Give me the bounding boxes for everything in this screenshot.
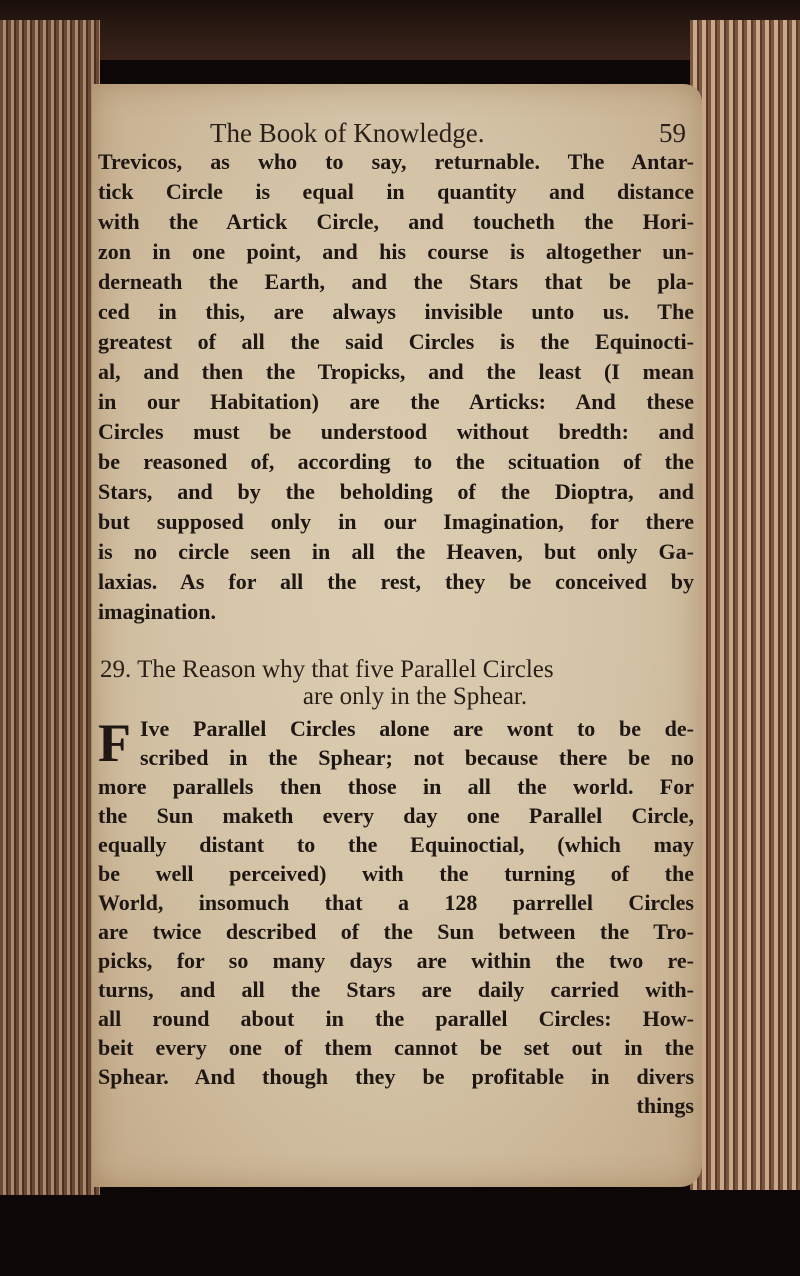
text-line: greatest of all the said Circles is the Equinocti- — [98, 329, 694, 354]
right-page-edges — [690, 20, 800, 1190]
paragraph-2 — [98, 714, 694, 1120]
text-line: zon in one point, and his course is altogether un- — [98, 239, 694, 264]
text-line: Circles must be understood without bredth: and — [98, 419, 694, 444]
text-line: beit every one of them cannot be set out in the — [98, 1035, 694, 1060]
text-line: in our Habitation) are the Articks: And these — [98, 389, 694, 414]
catchword: things — [636, 1093, 694, 1118]
background-top — [0, 0, 800, 60]
left-page-edges — [0, 20, 100, 1195]
text-line: tick Circle is equal in quantity and distance — [98, 179, 694, 204]
section-heading — [96, 656, 694, 710]
text-line: all round about in the parallel Circles: How- — [98, 1006, 694, 1031]
text-line: the Sun maketh every day one Parallel Circle, — [98, 803, 694, 828]
text-line: ced in this, are always invisible unto us. The — [98, 299, 694, 324]
text-line: Sphear. And though they be profitable in divers — [98, 1064, 694, 1089]
section-number: 29. — [100, 656, 132, 683]
text-line: equally distant to the Equinoctial, (which may — [98, 832, 694, 857]
drop-cap: F — [98, 713, 131, 773]
text-line: be reasoned of, according to the scituation of the — [98, 449, 694, 474]
text-line: but supposed only in our Imagination, for there — [98, 509, 694, 534]
text-line: laxias. As for all the rest, they be conceived by — [98, 569, 694, 594]
running-title: The Book of Knowledge. — [210, 118, 485, 148]
book-page — [92, 84, 702, 1187]
text-line: al, and then the Tropicks, and the least (I mean — [98, 359, 694, 384]
text-line: are twice described of the Sun between the Tro- — [98, 919, 694, 944]
paragraph-1 — [98, 147, 694, 627]
text-line: Trevicos, as who to say, returnable. The Antar- — [98, 149, 694, 174]
text-line: picks, for so many days are within the two re- — [98, 948, 694, 973]
page-number: 59 — [659, 118, 686, 148]
text-line: more parallels then those in all the world. For — [98, 774, 694, 799]
text-line: World, insomuch that a 128 parrellel Circles — [98, 890, 694, 915]
text-line: derneath the Earth, and the Stars that be pla- — [98, 269, 694, 294]
text-line: is no circle seen in all the Heaven, but only Ga- — [98, 539, 694, 564]
heading-line-1: The Reason why that five Parallel Circles — [137, 656, 554, 683]
text-line: turns, and all the Stars are daily carried with- — [98, 977, 694, 1002]
text-line: scribed in the Sphear; not because there be no — [140, 745, 694, 770]
text-line: imagination. — [98, 599, 216, 624]
text-line: with the Artick Circle, and toucheth the Hori- — [98, 209, 694, 234]
running-header — [210, 118, 686, 148]
text-line: Stars, and by the beholding of the Dioptra, and — [98, 479, 694, 504]
text-line: be well perceived) with the turning of the — [98, 861, 694, 886]
text-line: Ive Parallel Circles alone are wont to be de- — [140, 716, 694, 741]
heading-line-2: are only in the Sphear. — [302, 683, 528, 710]
